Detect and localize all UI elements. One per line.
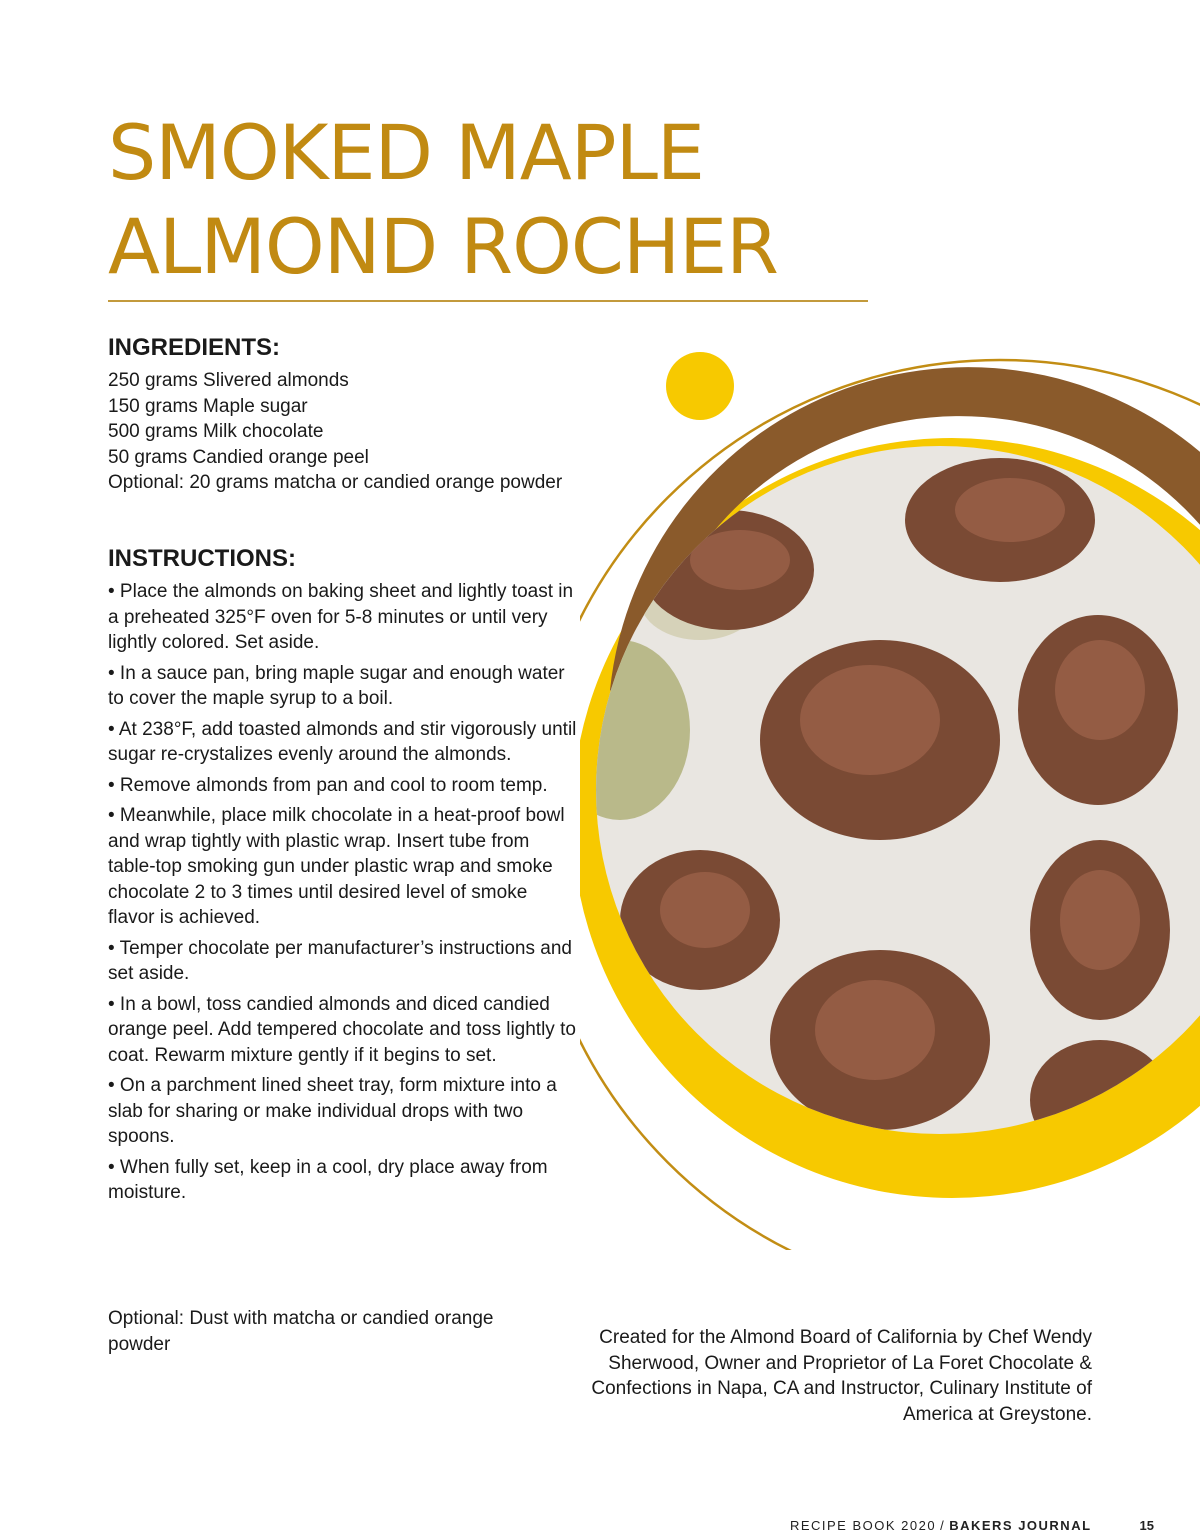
recipe-photo-graphic (580, 270, 1200, 1250)
instruction-step: • Place the almonds on baking sheet and lightly toast in a preheated 325°F oven for 5-8 minutes or until very lightly colored. Set aside. (108, 581, 574, 653)
instruction-step: • Meanwhile, place milk chocolate in a heat-proof bowl and wrap tightly with plastic wrap. Insert tube from table-top smoking gun under plastic wrap and smoke chocolate 2 to 3 times until desired level of smoke flavor is achieved. (108, 805, 565, 928)
ingredient-item: 250 grams Slivered almonds (108, 370, 349, 391)
recipe-credit: Created for the Almond Board of California by Chef Wendy Sherwood, Owner and Proprietor of La Foret Chocolate & Confections in Napa, CA and Instructor, Culinary Institute of America at Greystone. (591, 1327, 1092, 1425)
instruction-step: • When fully set, keep in a cool, dry place away from moisture. (108, 1156, 548, 1203)
ingredient-item: 500 grams Milk chocolate (108, 421, 324, 442)
instruction-step: • In a sauce pan, bring maple sugar and enough water to cover the maple syrup to a boil. (108, 662, 565, 709)
instruction-step: • On a parchment lined sheet tray, form mixture into a slab for sharing or make individual drops with two spoons. (108, 1075, 557, 1147)
footer-publication: RECIPE BOOK 2020 (789, 1518, 937, 1533)
ingredient-item: Optional: 20 grams matcha or candied orange powder (108, 472, 563, 493)
instruction-step: • In a bowl, toss candied almonds and diced candied orange peel. Add tempered chocolate and toss lightly to coat. Rewarm mixture gently if it begins to set. (108, 993, 576, 1066)
instructions-list (108, 579, 578, 1211)
optional-note: Optional: Dust with matcha or candied orange powder (108, 1308, 494, 1355)
footer-separator: / (940, 1518, 946, 1533)
instruction-step: • Remove almonds from pan and cool to room temp. (108, 774, 548, 796)
title-line-1: SMOKED MAPLE (108, 108, 704, 197)
title-line-2: ALMOND ROCHER (108, 202, 778, 291)
ingredient-item: 150 grams Maple sugar (108, 395, 308, 417)
ingredients-heading: INGREDIENTS: (108, 334, 281, 361)
ingredients-list (108, 368, 562, 496)
instruction-step: • At 238°F, add toasted almonds and stir vigorously until sugar re-crystalizes evenly around the almonds. (108, 718, 577, 765)
footer-magazine: BAKERS JOURNAL (949, 1518, 1092, 1533)
recipe-title (108, 106, 778, 294)
instruction-step: • Temper chocolate per manufacturer’s instructions and set aside. (108, 937, 572, 984)
ingredient-item: 50 grams Candied orange peel (108, 446, 369, 468)
instructions-heading: INSTRUCTIONS: (108, 545, 296, 572)
yellow-dot (666, 352, 734, 420)
page-number: 15 (1139, 1518, 1154, 1533)
